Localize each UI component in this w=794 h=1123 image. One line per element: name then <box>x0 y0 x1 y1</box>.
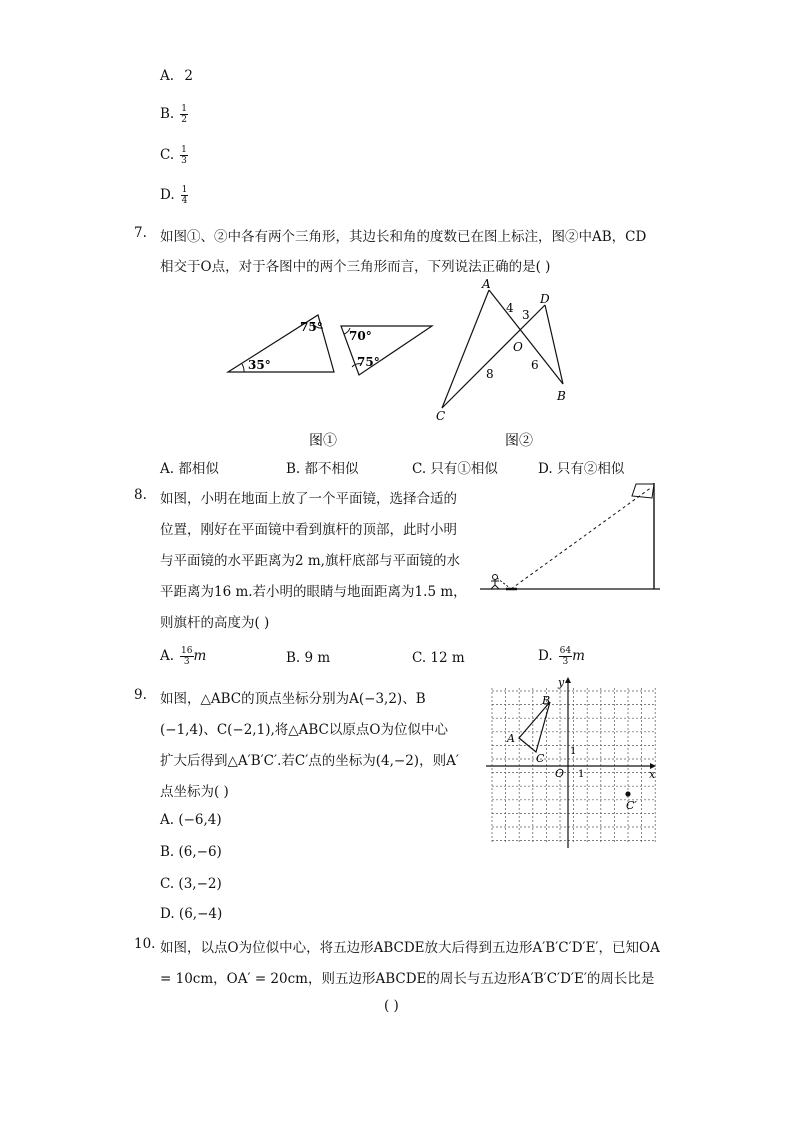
q8-option-d[interactable]: D. $\frac{64}{3}$ m <box>538 646 585 667</box>
q8-option-c[interactable]: C. 12 m <box>412 650 465 666</box>
label-C: C <box>536 752 545 765</box>
q7-option-a[interactable]: A. 都相似 <box>160 461 219 477</box>
fig2-label-D: D <box>540 292 550 306</box>
q9-option-a[interactable]: A. (−6,4) <box>160 812 222 828</box>
q9-option-d[interactable]: D. (6,−4) <box>160 906 223 922</box>
q7-figures <box>220 270 660 455</box>
light-ray-to-eye <box>497 578 511 589</box>
x-unit-label: 1 <box>578 769 585 780</box>
fraction: $\frac{64}{3}$ <box>559 646 572 667</box>
q6-option-d[interactable]: D. $\frac{1}{4}$ <box>160 185 188 206</box>
q8-stem-line4: 平距离为16 m.若小明的眼睛与地面距离为1.5 m， <box>160 584 467 600</box>
fig2-caption: 图② <box>505 433 533 449</box>
q8-stem-line1: 如图，小明在地面上放了一个平面镜，选择合适的 <box>160 491 457 507</box>
q8-stem-line5: 则旗杆的高度为( ) <box>160 615 270 631</box>
fig2-label-C: C <box>436 409 446 423</box>
q10-stem-line1: 如图，以点O为位似中心，将五边形ABCDE放大后得到五边形A′B′C′D′E′，已知OA <box>160 940 660 956</box>
fraction: $\frac{1}{4}$ <box>181 185 188 206</box>
q8-number: 8. <box>134 487 147 503</box>
q9-coordinate-graph <box>484 674 660 852</box>
point-C-prime <box>625 791 630 796</box>
fig1-caption: 图① <box>309 433 337 449</box>
fig1-angle-35: 35° <box>248 358 271 372</box>
q9-stem-line2: (−1,4)、C(−2,1),将△ABC以原点O为位似中心 <box>160 722 448 738</box>
y-axis-arrow <box>565 677 571 683</box>
q8-option-b[interactable]: B. 9 m <box>286 650 331 666</box>
fig2-length-4: 4 <box>506 301 514 315</box>
fig2-length-6: 6 <box>531 358 539 372</box>
q10-stem-line2: = 10cm，OA′ = 20cm，则五边形ABCDE的周长与五边形A′B′C′D′E′的周长比是 <box>160 971 655 987</box>
label-A: A <box>507 732 515 745</box>
triangle-ABC <box>519 702 550 752</box>
person-icon <box>491 575 499 590</box>
fraction: $\frac{1}{3}$ <box>181 145 187 166</box>
q8-flagpole-figure <box>478 478 664 594</box>
q9-number: 9. <box>134 687 147 703</box>
fig2-length-8: 8 <box>486 367 494 381</box>
fraction: $\frac{1}{2}$ <box>181 104 187 125</box>
q6-option-c[interactable]: C. $\frac{1}{3}$ <box>160 145 187 166</box>
q8-option-a[interactable]: A. $\frac{16}{3}$ m <box>160 646 207 667</box>
origin-label: O <box>555 767 565 780</box>
q10-answer-blank: ( ) <box>384 998 399 1014</box>
fig2-segment-AC <box>442 290 489 408</box>
q6-option-b[interactable]: B. $\frac{1}{2}$ <box>160 104 187 125</box>
fraction: $\frac{16}{3}$ <box>181 646 193 667</box>
x-label: x <box>649 768 656 781</box>
q7-option-d[interactable]: D. 只有②相似 <box>538 461 625 477</box>
y-unit-label: 1 <box>570 746 577 757</box>
label-B: B <box>542 694 551 707</box>
q7-number: 7. <box>134 225 147 241</box>
q6-option-a[interactable]: A. 2 <box>160 68 193 84</box>
y-label: y <box>558 676 565 689</box>
q9-stem-line1: 如图，△ABC的顶点坐标分别为A(−3,2)、B <box>160 691 426 707</box>
q9-stem-line4: 点坐标为( ) <box>160 784 229 800</box>
q7-stem-line1: 如图①、②中各有两个三角形，其边长和角的度数已在图上标注，图②中AB，CD <box>160 229 647 245</box>
q8-stem-line3: 与平面镜的水平距离为2 m,旗杆底部与平面镜的水 <box>160 553 460 569</box>
flag <box>632 484 654 498</box>
fig2-length-3: 3 <box>522 308 530 322</box>
q8-stem-line2: 位置，刚好在平面镜中看到旗杆的顶部，此时小明 <box>160 522 457 538</box>
fig1-angle-70: 70° <box>349 329 372 343</box>
q9-option-b[interactable]: B. (6,−6) <box>160 844 222 860</box>
q10-number: 10. <box>134 936 156 952</box>
fig1-angle-75a: 75° <box>300 320 323 334</box>
label-C-prime: C′ <box>626 799 637 812</box>
fig2-label-O: O <box>513 340 523 354</box>
q9-stem-line3: 扩大后得到△A′B′C′.若C′点的坐标为(4,−2)，则A′ <box>160 753 459 769</box>
light-ray-to-top <box>511 487 652 589</box>
q7-option-c[interactable]: C. 只有①相似 <box>412 461 498 477</box>
fig1-angle-75b: 75° <box>357 355 380 369</box>
q9-option-c[interactable]: C. (3,−2) <box>160 876 222 892</box>
q7-option-b[interactable]: B. 都不相似 <box>286 461 359 477</box>
fig1-angle-arc <box>242 364 244 372</box>
q7-stem-line2: 相交于O点，对于各图中的两个三角形而言，下列说法正确的是( ) <box>160 259 551 275</box>
fig2-label-A: A <box>482 277 491 291</box>
fig2-label-B: B <box>557 389 566 403</box>
